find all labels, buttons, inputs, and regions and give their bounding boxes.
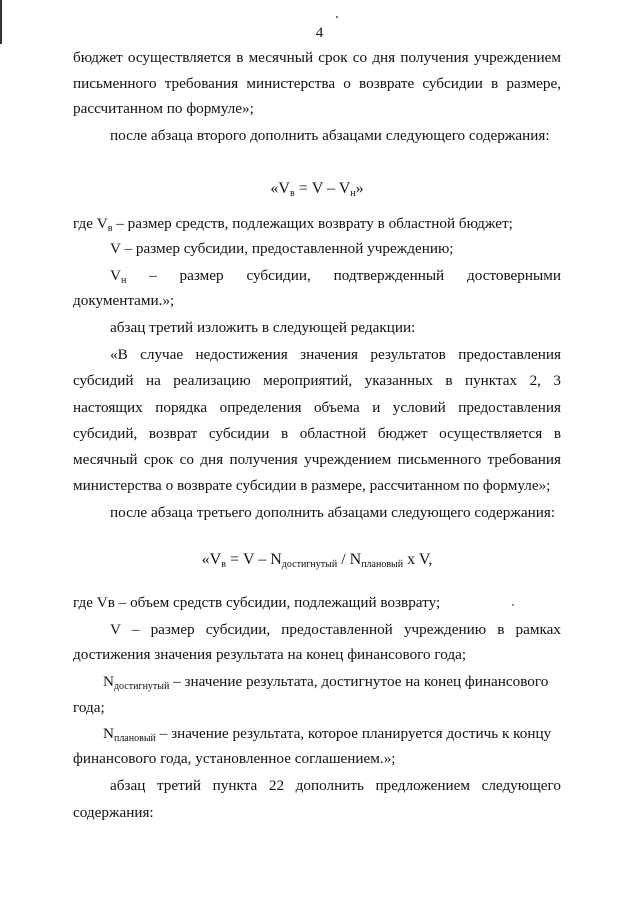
text-word: – xyxy=(149,267,157,284)
text-word: размер xyxy=(179,267,224,284)
formula-subscript: в xyxy=(221,559,226,570)
formula-text: = V – N xyxy=(225,551,282,568)
text-subscript: в xyxy=(107,223,113,234)
formula-line-2 xyxy=(73,550,561,570)
text-line: рассчитанном по формуле»; xyxy=(73,100,254,117)
text-line xyxy=(73,266,561,286)
formula-text: = V – V xyxy=(294,180,351,197)
text-line: «В случае недостижения значения результатов предоставления xyxy=(110,346,561,363)
text-word: достоверными xyxy=(467,267,561,284)
text-line: года; xyxy=(73,699,105,716)
text-subscript: достигнутый xyxy=(113,681,170,692)
text-line: содержания: xyxy=(73,804,154,821)
text-segment: – значение результата, которое планируется достичь к концу xyxy=(155,725,552,742)
text-segment: – значение результата, достигнутое на конец финансового xyxy=(169,673,549,690)
formula-subscript: н xyxy=(350,188,356,199)
text-segment: где V xyxy=(73,215,108,232)
text-line: субсидий на реализацию мероприятий, указанных в пунктах 2, 3 xyxy=(73,372,561,389)
text-subscript: плановый xyxy=(113,733,156,744)
formula-text: » xyxy=(355,180,364,197)
formula-subscript: плановый xyxy=(361,559,404,570)
text-line: письменного требования министерства о возврате субсидии в размере, xyxy=(73,75,561,92)
scan-dot xyxy=(336,16,338,18)
text-line: достижения значения результата на конец финансового года; xyxy=(73,646,467,663)
text-line: где Vв – объем средств субсидии, подлежащий возврату; xyxy=(73,594,441,611)
text-line: министерства о возврате субсидии в размере, рассчитанном по формуле»; xyxy=(73,477,551,494)
formula-line-1 xyxy=(73,179,561,199)
page-number: 4 xyxy=(315,24,324,41)
text-line: бюджет осуществляется в месячный срок со дня получения учреждением xyxy=(73,49,561,66)
text-word: подтвержденный xyxy=(333,267,445,284)
text-segment: V xyxy=(110,267,121,284)
text-subscript: н xyxy=(120,275,127,286)
text-line: субсидий, возврат субсидии в областной бюджет осуществляется в xyxy=(73,425,561,442)
text-segment: N xyxy=(103,725,114,742)
text-line: абзац третий изложить в следующей редакции: xyxy=(110,319,416,336)
text-line: V – размер субсидии, предоставленной учреждению в рамках xyxy=(110,621,561,638)
formula-subscript: в xyxy=(289,188,295,199)
text-line: месячный срок со дня получения учреждением письменного требования xyxy=(73,451,561,468)
text-line: финансового года, установленное соглашением.»; xyxy=(73,750,396,767)
text-segment: – размер средств, подлежащих возврату в областной бюджет; xyxy=(112,215,513,232)
text-line: документами.»; xyxy=(73,292,175,309)
text-line xyxy=(73,214,561,234)
text-line: V – размер субсидии, предоставленной учреждению; xyxy=(110,240,454,257)
text-line: после абзаца второго дополнить абзацами следующего содержания: xyxy=(110,127,550,144)
formula-text: «V xyxy=(270,180,290,197)
formula-subscript: достигнутый xyxy=(281,559,338,570)
formula-text: «V xyxy=(201,551,222,568)
text-line: настоящих порядка определения объема и условий предоставления xyxy=(73,399,561,416)
formula-text: x V, xyxy=(403,551,433,568)
text-line xyxy=(73,724,561,744)
text-line: после абзаца третьего дополнить абзацами следующего содержания: xyxy=(110,504,556,521)
text-word xyxy=(110,266,126,286)
text-word: субсидии, xyxy=(246,267,311,284)
text-segment: N xyxy=(103,673,114,690)
text-line xyxy=(73,672,561,692)
formula-text: / N xyxy=(337,551,362,568)
text-line: абзац третий пункта 22 дополнить предложением следующего xyxy=(110,777,561,794)
